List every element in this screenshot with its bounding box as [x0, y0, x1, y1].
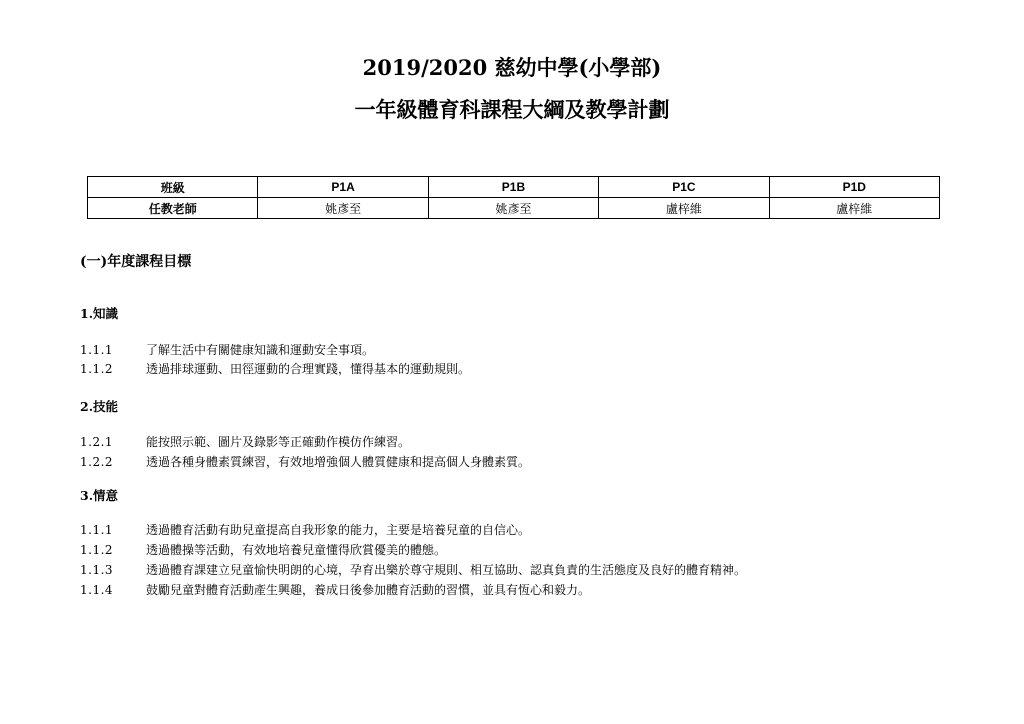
- item-number: 1.1.3: [80, 563, 114, 577]
- list-item: [80, 581, 590, 598]
- class-row: [88, 177, 940, 198]
- section-heading: (一)年度課程目標: [80, 254, 192, 270]
- group-title-knowledge: 1.知識: [80, 306, 119, 321]
- group-title-skills: 2.技能: [80, 399, 119, 414]
- teacher-cell: 盧梓維: [769, 198, 939, 219]
- class-cell: P1B: [428, 177, 598, 198]
- teacher-row: [88, 198, 940, 219]
- item-text: 鼓勵兒童對體育活動產生興趣，養成日後參加體育活動的習慣，並具有恆心和毅力。: [146, 583, 591, 597]
- class-teacher-table: [87, 176, 940, 219]
- item-text: 能按照示範、圖片及錄影等正確動作模仿作練習。: [146, 435, 411, 449]
- item-text: 了解生活中有關健康知識和運動安全事項。: [146, 343, 375, 357]
- item-text: 透過體操等活動，有效地培養兒童懂得欣賞優美的體態。: [146, 543, 447, 557]
- list-item: [80, 341, 374, 358]
- list-item: [80, 433, 410, 450]
- item-number: 1.1.1: [80, 523, 114, 537]
- list-item: [80, 561, 746, 578]
- class-cell: P1D: [769, 177, 939, 198]
- class-cell: P1A: [258, 177, 428, 198]
- class-header-label: 班級: [88, 177, 258, 198]
- document-title: 2019/2020 慈幼中學(小學部): [362, 55, 662, 80]
- teacher-cell: 盧梓維: [599, 198, 769, 219]
- item-text: 透過排球運動、田徑運動的合理實踐，懂得基本的運動規則。: [146, 362, 471, 376]
- document-subtitle: 一年級體育科課程大綱及教學計劃: [354, 97, 670, 122]
- teacher-cell: 姚彥至: [258, 198, 428, 219]
- teacher-cell: 姚彥至: [428, 198, 598, 219]
- item-text: 透過體育課建立兒童愉快明朗的心境，孕育出樂於尊守規則、相互協助、認真負責的生活態度及良好的體育精神。: [146, 563, 747, 577]
- item-text: 透過體育活動有助兒童提高自我形象的能力，主要是培養兒童的自信心。: [146, 523, 531, 537]
- list-item: [80, 521, 530, 538]
- group-title-affective: 3.情意: [80, 488, 119, 503]
- item-text: 透過各種身體素質練習，有效地增強個人體質健康和提高個人身體素質。: [146, 455, 531, 469]
- item-number: 1.2.1: [80, 435, 114, 449]
- teacher-header-label: 任教老師: [88, 198, 258, 219]
- class-cell: P1C: [599, 177, 769, 198]
- item-number: 1.1.4: [80, 583, 114, 597]
- list-item: [80, 453, 530, 470]
- item-number: 1.1.1: [80, 343, 114, 357]
- item-number: 1.1.2: [80, 543, 114, 557]
- item-number: 1.1.2: [80, 362, 114, 376]
- list-item: [80, 360, 470, 377]
- list-item: [80, 541, 446, 558]
- item-number: 1.2.2: [80, 455, 114, 469]
